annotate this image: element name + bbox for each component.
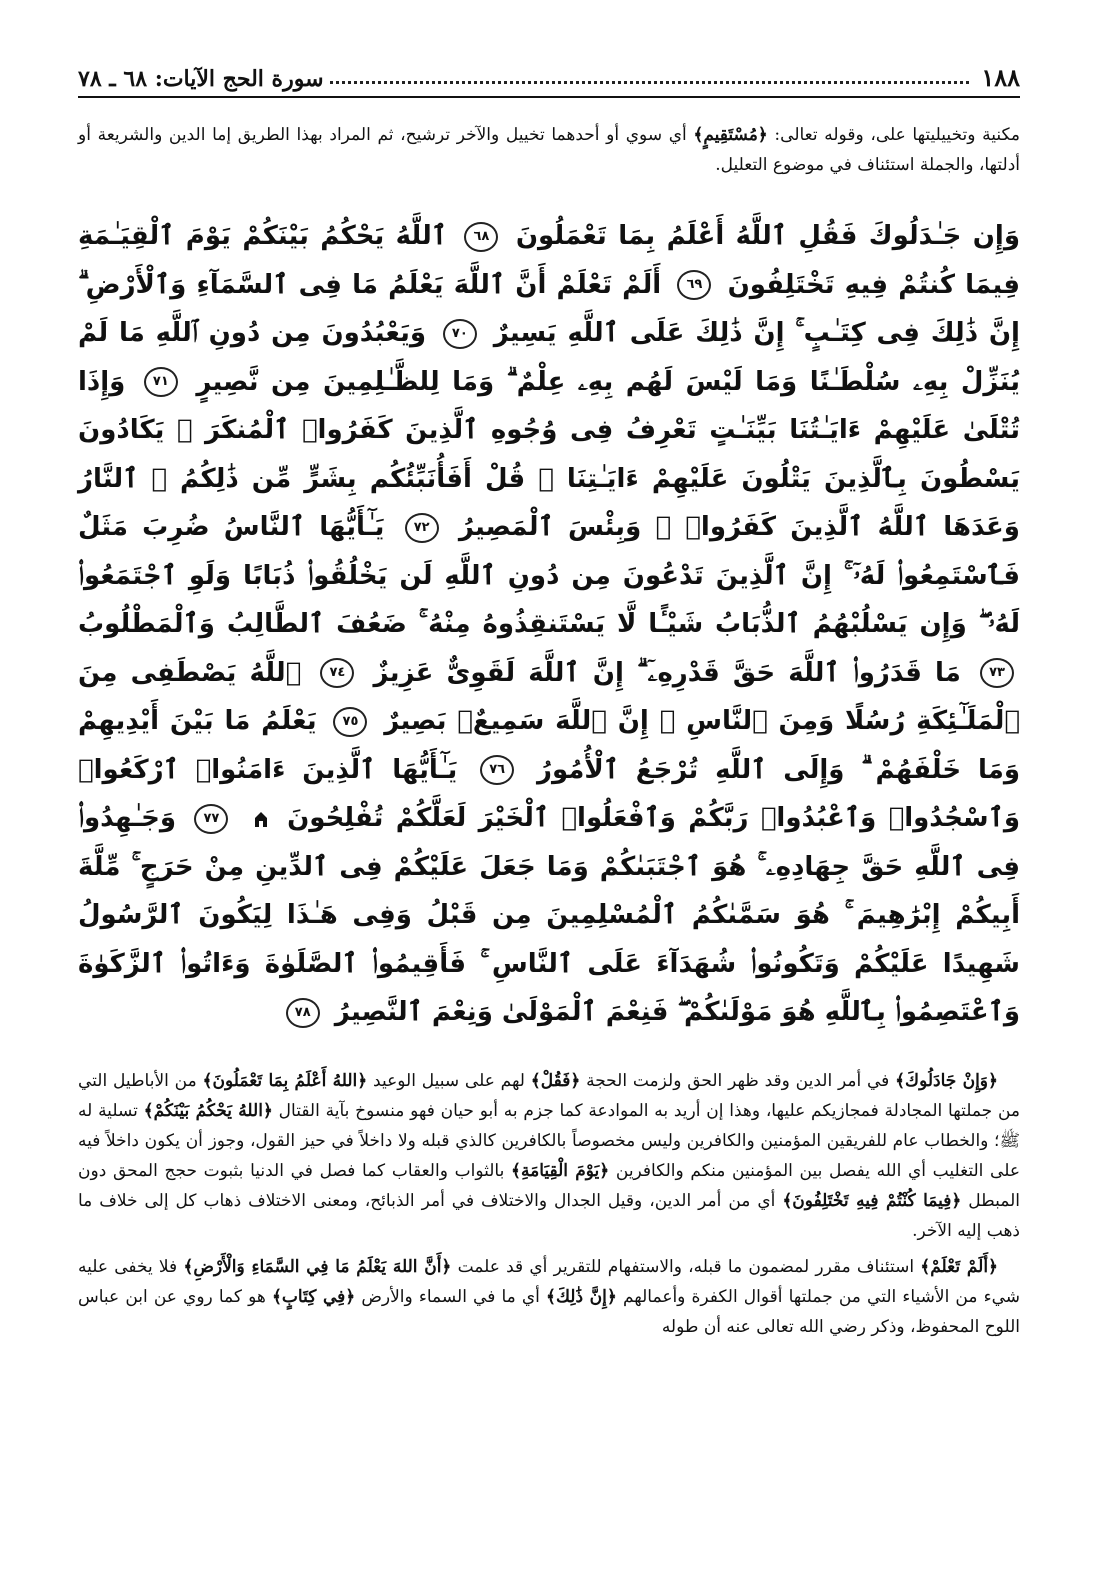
commentary-text: مكنية وتخييليتها على، وقوله تعالى:	[767, 125, 1020, 145]
quoted-quran-phrase: ﴿فِي كِتَابٍ﴾	[271, 1287, 356, 1307]
leader-dots	[330, 81, 970, 84]
verse-number-badge: ٧٧	[194, 804, 228, 834]
verse-number-badge: ٧١	[144, 367, 178, 397]
quoted-quran-phrase: ﴿اللهُ أَعْلَمُ بِمَا تَعْمَلُونَ﴾	[202, 1071, 368, 1091]
tafsir-commentary	[78, 1066, 1020, 1348]
quran-text-block	[78, 212, 1020, 1037]
verse-text: وَإِذَا تُتْلَىٰ عَلَيْهِمْ ءَايَـٰتُنَا بَيِّنَـٰتٍ تَعْرِفُ فِى وُجُوهِ ٱلَّذِينَ كَفَرُوا۟ ٱلْمُنكَرَ ۖ يَكَادُونَ يَسْطُونَ بِٱلَّذِينَ يَتْلُونَ عَلَيْهِمْ ءَايَـٰتِنَا ۗ قُلْ أَفَأُنَبِّئُكُم بِشَرٍّ مِّن ذَٰلِكُمُ ۗ ٱلنَّارُ وَعَدَهَا ٱللَّهُ ٱلَّذِينَ كَفَرُوا۟ ۖ وَبِئْسَ ٱلْمَصِيرُ	[78, 366, 1020, 542]
commentary-paragraph	[78, 1066, 1020, 1246]
intro-commentary	[78, 120, 1020, 186]
commentary-text: لهم على سبيل الوعيد	[367, 1071, 531, 1091]
sajda-mark-icon	[253, 810, 269, 828]
quoted-quran-phrase: ﴿اللهُ يَحْكُمُ بَيْنَكُمْ﴾	[143, 1101, 273, 1121]
verse-text: مَا قَدَرُوا۟ ٱللَّهَ حَقَّ قَدْرِهِۦٓ ۗ إِنَّ ٱللَّهَ لَقَوِىٌّ عَزِيزٌ	[373, 657, 961, 688]
commentary-text: هو كما روي عن ابن عباس اللوح المحفوظ، وذكر رضي الله تعالى عنه أن طوله	[78, 1287, 1020, 1337]
quoted-quran-phrase: ﴿إِنَّ ذَٰلِكَ﴾	[546, 1287, 617, 1307]
page-number: ١٨٨	[981, 63, 1020, 92]
commentary-text: في أمر الدين وقد ظهر الحق ولزمت الحجة	[580, 1071, 896, 1091]
verse	[447, 221, 1020, 251]
commentary-text: استئناف مقرر لمضمون ما قبله، والاستفهام للتقرير أي قد علمت	[451, 1257, 921, 1277]
verse-text: وَيَعْبُدُونَ مِن دُونِ ٱللَّهِ مَا لَمْ يُنَزِّلْ بِهِۦ سُلْطَـٰنًا وَمَا لَيْسَ لَهُم بِهِۦ عِلْمٌ ۗ وَمَا لِلظَّـٰلِمِينَ مِن نَّصِيرٍ	[78, 318, 1020, 397]
commentary-text: بالثواب والعقاب كما فصل في الدنيا بثبوت حجج المحق دون المبطل	[78, 1161, 1020, 1211]
verse-text: أَلَمْ تَعْلَمْ أَنَّ ٱللَّهَ يَعْلَمُ مَا فِى ٱلسَّمَآءِ وَٱلْأَرْضِ ۗ إِنَّ ذَٰلِكَ فِى كِتَـٰبٍ ۚ إِنَّ ذَٰلِكَ عَلَى ٱللَّهِ يَسِيرٌ	[78, 269, 1020, 348]
verse-number-badge: ٧٦	[480, 755, 514, 785]
verse-text: وَجَـٰهِدُوا۟ فِى ٱللَّهِ حَقَّ جِهَادِهِۦ ۚ هُوَ ٱجْتَبَىٰكُمْ وَمَا جَعَلَ عَلَيْكُمْ فِى ٱلدِّينِ مِنْ حَرَجٍ ۚ مِّلَّةَ أَبِيكُمْ إِبْرَٰهِيمَ ۚ هُوَ سَمَّىٰكُمُ ٱلْمُسْلِمِينَ مِن قَبْلُ وَفِى هَـٰذَا لِيَكُونَ ٱلرَّسُولُ شَهِيدًا عَلَيْكُمْ وَتَكُونُوا۟ شُهَدَآءَ عَلَى ٱلنَّاسِ ۚ فَأَقِيمُوا۟ ٱلصَّلَوٰةَ وَءَاتُوا۟ ٱلزَّكَوٰةَ وَٱعْتَصِمُوا۟ بِٱللَّهِ هُوَ مَوْلَىٰكُمْ ۖ فَنِعْمَ ٱلْمَوْلَىٰ وَنِعْمَ ٱلنَّصِيرُ	[78, 803, 1020, 1027]
verse-text: ٱللَّهُ يَحْكُمُ بَيْنَكُمْ يَوْمَ ٱلْقِيَـٰمَةِ فِيمَا كُنتُمْ فِيهِ تَخْتَلِفُونَ	[78, 221, 1020, 300]
verse-number-badge: ٦٨	[464, 222, 498, 252]
verse-number-badge: ٧٨	[286, 998, 320, 1028]
verse-text: يَعْلَمُ مَا بَيْنَ أَيْدِيهِمْ وَمَا خَلْفَهُمْ ۗ وَإِلَى ٱللَّهِ تُرْجَعُ ٱلْأُمُورُ	[78, 706, 1021, 785]
quoted-quran-phrase: ﴿فِيمَا كُنْتُمْ فِيهِ تَخْتَلِفُونَ﴾	[782, 1191, 962, 1211]
running-title: سورة الحج الآيات: ٦٨ ـ ٧٨	[78, 66, 324, 92]
quoted-quran-phrase: ﴿يَوْمَ الْقِيَامَةِ﴾	[511, 1161, 610, 1181]
verse-number-badge: ٧٤	[320, 658, 354, 688]
verse	[78, 803, 1020, 1027]
verse-number-badge: ٧٠	[443, 319, 477, 349]
commentary-text: أي ما في السماء والأرض	[355, 1287, 547, 1307]
commentary-text: من الأباطيل التي من جملتها المجادلة فمجازيكم عليها، وهذا إن أريد به الموادعة كما جزم به أبو حيان فهو منسوخ بآية القتال	[78, 1071, 1020, 1121]
quoted-quran-phrase: ﴿أَلَمْ تَعْلَمْ﴾	[920, 1257, 998, 1277]
quoted-quran-phrase: ﴿مُسْتَقِيمٍ﴾	[693, 125, 768, 145]
commentary-text: أي سوي أو أحدهما تخييل والآخر ترشيح، ثم المراد بهذا الطريق إما الدين والشريعة أو أدلتها، والجملة استئناف في موضوع التعليل.	[78, 125, 1020, 175]
quoted-quran-phrase: ﴿وَإِنْ جَادَلُوكَ﴾	[895, 1071, 998, 1091]
header-rule	[78, 96, 1020, 98]
commentary-paragraph	[78, 1252, 1020, 1342]
verse-text: يَـٰٓأَيُّهَا ٱلنَّاسُ ضُرِبَ مَثَلٌ فَٱسْتَمِعُوا۟ لَهُۥٓ ۚ إِنَّ ٱلَّذِينَ تَدْعُونَ مِن دُونِ ٱللَّهِ لَن يَخْلُقُوا۟ ذُبَابًا وَلَوِ ٱجْتَمَعُوا۟ لَهُۥ ۖ وَإِن يَسْلُبْهُمُ ٱلذُّبَابُ شَيْـًٔا لَّا يَسْتَنقِذُوهُ مِنْهُ ۚ ضَعُفَ ٱلطَّالِبُ وَٱلْمَطْلُوبُ	[78, 512, 1020, 639]
commentary-text: تسلية له ﷺ؛ والخطاب عام للفريقين المؤمنين والكافرين وليس مخصوصاً بالكافرين كالذي قبله ولا داخلاً في حيز القول، وجوز أن يكون داخلاً فيه على التغليب أي الله يفصل بين المؤمنين منكم والكافرين	[78, 1101, 1020, 1181]
verse-text: ٱللَّهُ يَصْطَفِى مِنَ ٱلْمَلَـٰٓئِكَةِ رُسُلًا وَمِنَ ٱلنَّاسِ ۚ إِنَّ ٱللَّهَ سَمِيعٌۢ بَصِيرٌ	[78, 657, 1020, 736]
quoted-quran-phrase: ﴿فَقُلْ﴾	[530, 1071, 581, 1091]
commentary-paragraph	[78, 120, 1020, 180]
verse-number-badge: ٧٥	[333, 707, 367, 737]
page-header	[78, 62, 1020, 92]
verse-text: يَـٰٓأَيُّهَا ٱلَّذِينَ ءَامَنُوا۟ ٱرْكَعُوا۟ وَٱسْجُدُوا۟ وَٱعْبُدُوا۟ رَبَّكُمْ وَٱفْعَلُوا۟ ٱلْخَيْرَ لَعَلَّكُمْ تُفْلِحُونَ	[78, 754, 1020, 833]
verse-text: وَإِن جَـٰدَلُوكَ فَقُلِ ٱللَّهُ أَعْلَمُ بِمَا تَعْمَلُونَ	[515, 221, 1020, 251]
commentary-text: أي من أمر الدين، وقيل الجدال والاختلاف في أمر الذبائح، ومعنى الاختلاف ذهاب كل إلى خلاف ما ذهب إليه الآخر.	[78, 1191, 1020, 1241]
commentary-text: فلا يخفى عليه شيء من الأشياء التي من جملتها أقوال الكفرة وأعمالهم	[78, 1257, 1020, 1307]
verse-number-badge: ٧٣	[980, 658, 1014, 688]
verse-number-badge: ٦٩	[677, 270, 711, 300]
quoted-quran-phrase: ﴿أَنَّ اللهَ يَعْلَمُ مَا فِي السَّمَاءِ وَالْأَرْضِ﴾	[183, 1257, 452, 1277]
verse	[301, 658, 961, 688]
verse-number-badge: ٧٢	[405, 513, 439, 543]
